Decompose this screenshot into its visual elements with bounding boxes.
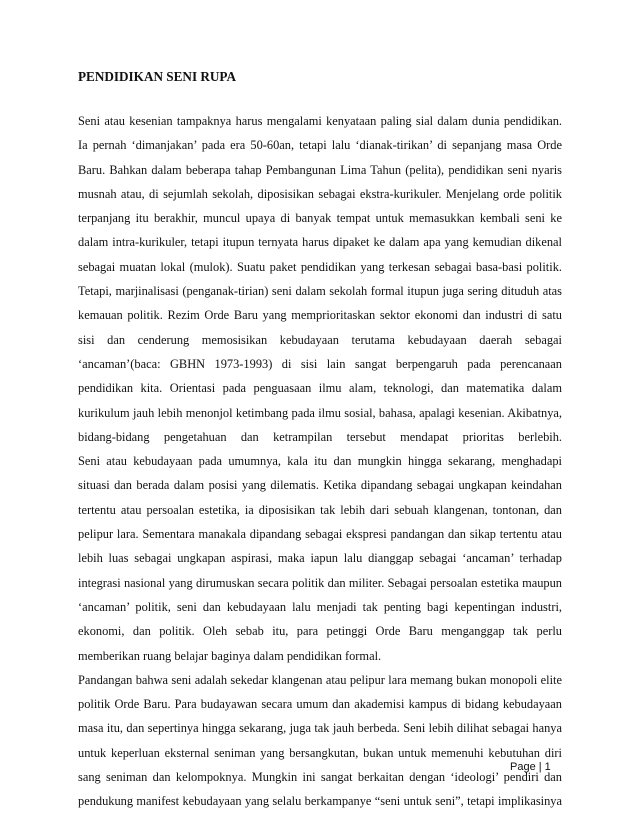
- body-line: tertentu atau persoalan estetika, ia diposisikan tak lebih dari sebuah klangenan, tontonan, dan: [78, 502, 562, 517]
- body-line: Ia pernah ‘dimanjakan’ pada era 50-60an, tetapi lalu ‘dianak-tirikan’ di sepanjang masa Orde: [78, 138, 562, 153]
- body-line: pelipur lara. Sementara manakala dipandang sebagai ekspresi pandangan dan sikap tertentu atau: [78, 527, 562, 542]
- document-body: [78, 112, 562, 817]
- body-line: politik Orde Baru. Para budayawan secara umum dan akademisi kampus di bidang kebudayaan: [78, 697, 562, 712]
- body-line: Tetapi, marjinalisasi (penganak-tirian) seni dalam sekolah formal itupun juga sering dituduh atas: [78, 284, 562, 299]
- body-line: situasi dan berada dalam posisi yang dilematis. Ketika dipandang sebagai ungkapan keindahan: [78, 478, 562, 493]
- document-title: PENDIDIKAN SENI RUPA: [78, 69, 237, 84]
- body-line: Pandangan bahwa seni adalah sekedar klangenan atau pelipur lara memang bukan monopoli elite: [78, 672, 562, 687]
- body-line: pendukung manifest kebudayaan yang selalu berkampanye “seni untuk seni”, tetapi implikasinya: [78, 794, 562, 809]
- body-line: bidang-bidang pengetahuan dan ketrampilan tersebut mendapat prioritas berlebih.: [78, 429, 562, 444]
- body-line: Seni atau kesenian tampaknya harus mengalami kenyataan paling sial dalam dunia pendidikan.: [78, 114, 562, 128]
- body-line: ‘ancaman’(baca: GBHN 1973-1993) di sisi lain sangat berpengaruh pada perencanaan: [78, 356, 562, 371]
- body-line: kurikulum jauh lebih menonjol ketimbang pada ilmu sosial, bahasa, apalagi kesenian. Akibatnya,: [78, 405, 562, 420]
- body-line: ‘ancaman’ politik, seni dan kebudayaan lalu menjadi tak penting bagi kepentingan industri,: [78, 599, 562, 614]
- body-line: lebih luas sebagai ungkapan aspirasi, maka iapun lalu dianggap sebagai ‘ancaman’ terhadap: [78, 551, 562, 566]
- body-line: integrasi nasional yang dirumuskan secara politik dan militer. Sebagai persoalan estetika maupun: [78, 575, 562, 590]
- body-line: kemauan politik. Rezim Orde Baru yang memprioritaskan sektor ekonomi dan industri di satu: [78, 308, 562, 323]
- body-line: masa itu, dan sepertinya hingga sekarang, juga tak jauh berbeda. Seni lebih dilihat sebagai hanya: [78, 721, 562, 736]
- body-line: sebagai muatan lokal (mulok). Suatu paket pendidikan yang terkesan sebagai basa-basi politik.: [78, 259, 562, 274]
- body-line: sisi dan cenderung memosisikan kebudayaan terutama kebudayaan daerah sebagai: [78, 332, 562, 347]
- body-line: sang seniman dan kelompoknya. Mungkin ini sangat berkaitan dengan ‘ideologi’ pendiri dan: [78, 770, 562, 785]
- body-line: Baru. Bahkan dalam beberapa tahap Pembangunan Lima Tahun (pelita), pendidikan seni nyaris: [78, 162, 562, 177]
- body-line: terpanjang itu berakhir, muncul upaya di banyak tempat untuk memasukkan kembali seni ke: [78, 211, 562, 226]
- body-line: Seni atau kebudayaan pada umumnya, kala itu dan mungkin hingga sekarang, menghadapi: [78, 454, 562, 469]
- body-line: musnah atau, di sejumlah sekolah, diposisikan sebagai ekstra-kurikuler. Menjelang orde politik: [78, 186, 562, 201]
- body-line: untuk keperluan eksternal seniman yang bersangkutan, bukan untuk memenuhi kebutuhan diri: [78, 745, 562, 760]
- body-line: ekonomi, dan politik. Oleh sebab itu, para petinggi Orde Baru menganggap tak perlu: [78, 624, 562, 639]
- body-line: dalam intra-kurikuler, tetapi itupun ternyata harus dipaket ke dalam apa yang kemudian dikenal: [78, 235, 562, 250]
- body-line: pendidikan kita. Orientasi pada penguasaan ilmu alam, teknologi, dan matematika dalam: [78, 381, 562, 396]
- body-line: memberikan ruang belajar baginya dalam pendidikan formal.: [78, 648, 382, 663]
- page-number: Page | 1: [510, 761, 551, 773]
